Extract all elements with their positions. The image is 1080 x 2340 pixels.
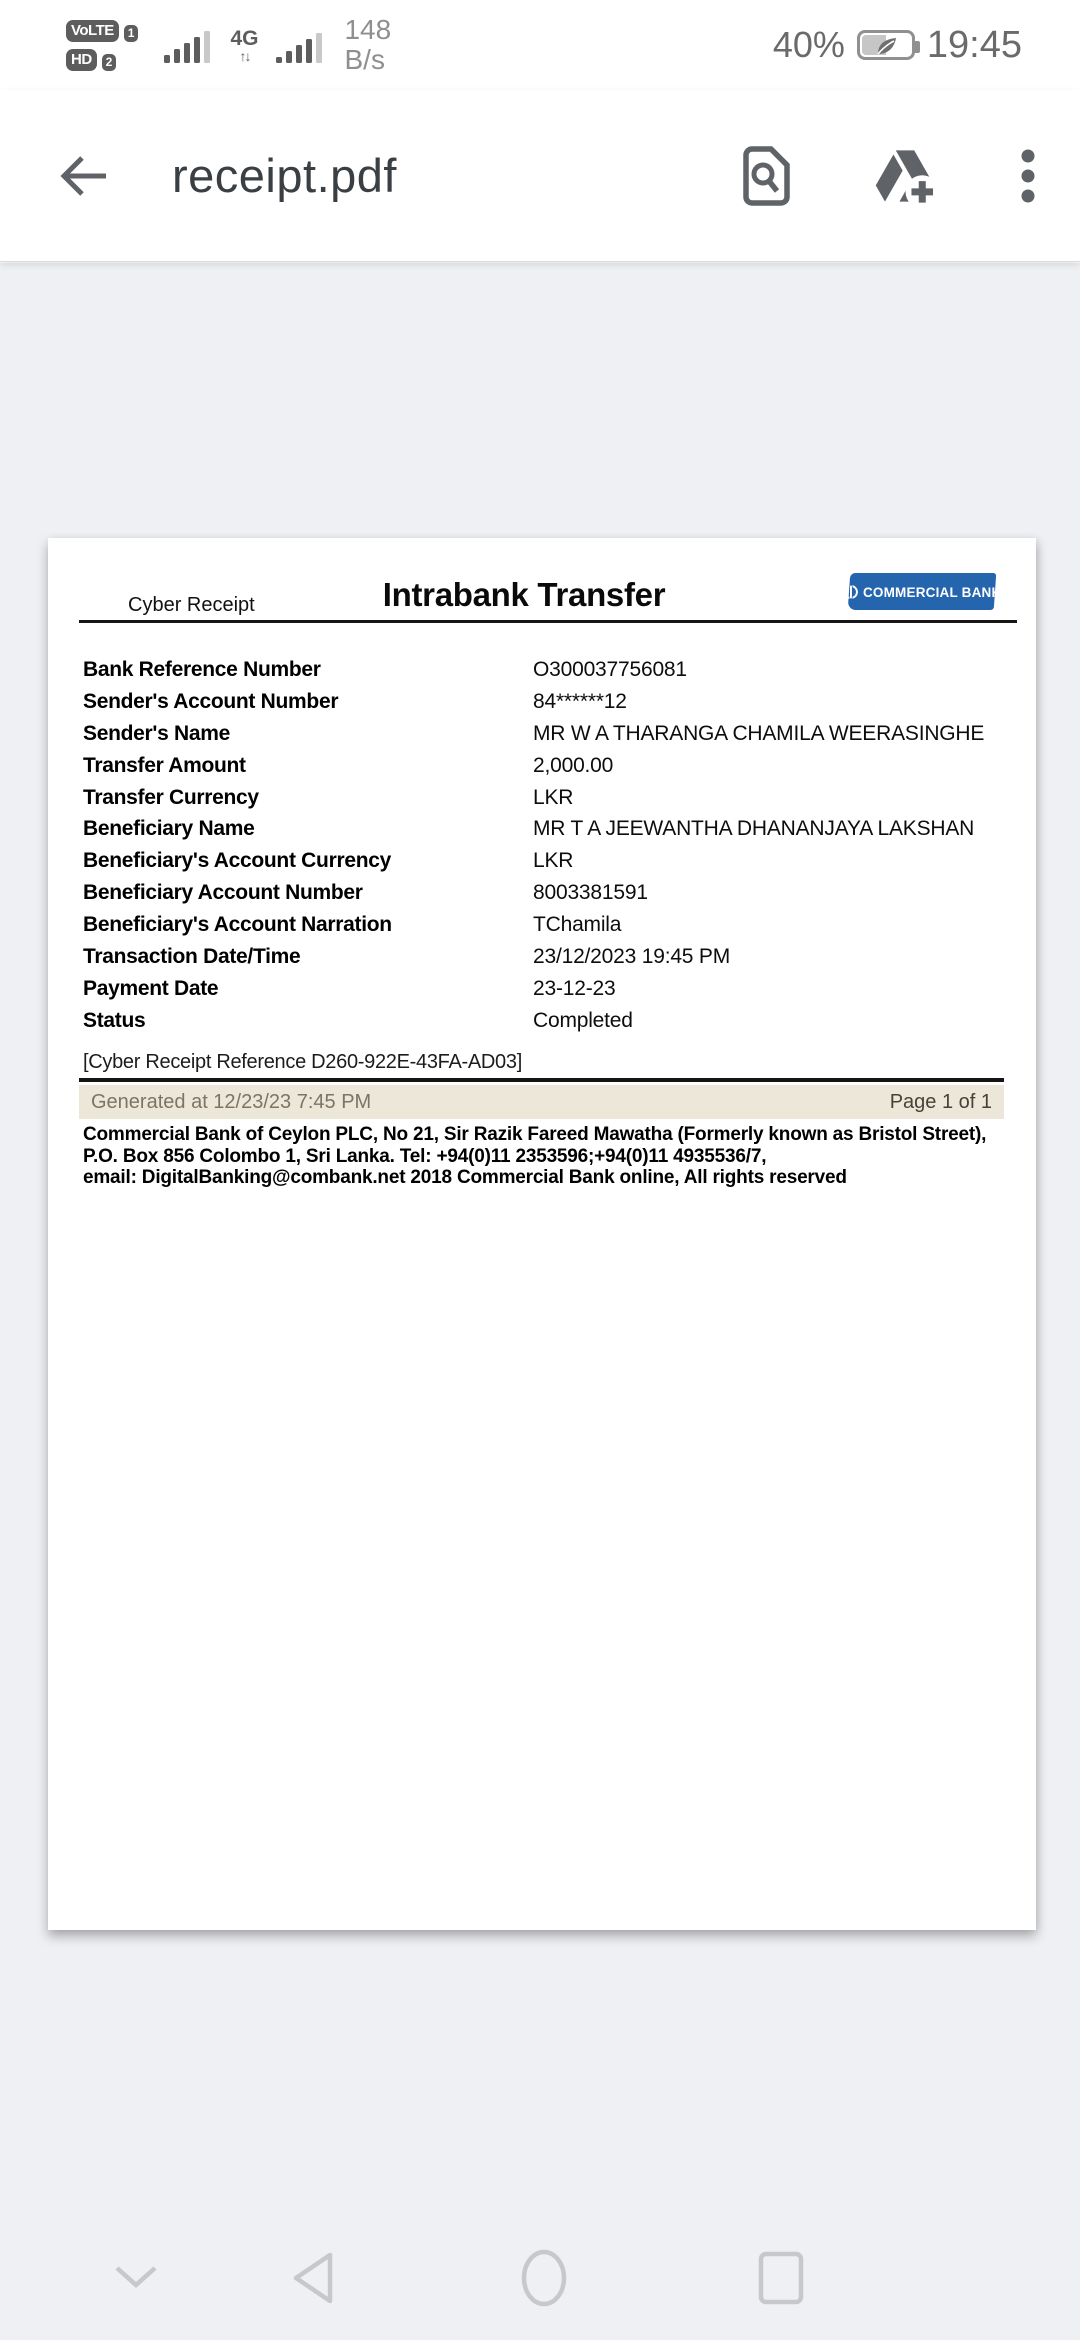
- hide-navbar-button[interactable]: [113, 2264, 159, 2293]
- receipt-field-row: [83, 1005, 1013, 1037]
- receipt-field-row: [83, 654, 1013, 686]
- field-value: O300037756081: [533, 657, 687, 681]
- network-speed: [344, 15, 391, 75]
- nav-home-button[interactable]: [518, 2248, 570, 2311]
- status-right-group: [773, 24, 1022, 67]
- receipt-field-row: [83, 877, 1013, 909]
- network-badge-row: [66, 20, 138, 42]
- volte-badge: VoLTE: [66, 20, 119, 42]
- receipt-footer-line: email: DigitalBanking@combank.net 2018 Commercial Bank online, All rights reserved: [83, 1167, 847, 1188]
- receipt-field-row: [83, 782, 1013, 814]
- field-label: Beneficiary Name: [83, 817, 255, 841]
- navigation-bar: [0, 2220, 1080, 2340]
- receipt-field-row: [83, 686, 1013, 718]
- field-label: Status: [83, 1008, 146, 1032]
- back-button[interactable]: [58, 150, 110, 202]
- field-label: Sender's Account Number: [83, 689, 339, 713]
- bank-emblem-icon: [843, 584, 859, 600]
- field-label: Transfer Currency: [83, 785, 259, 809]
- receipt-footer: [83, 1124, 986, 1189]
- field-value: Completed: [533, 1008, 633, 1032]
- pdf-page[interactable]: [48, 538, 1036, 1930]
- receipt-field-row: [83, 941, 1013, 973]
- add-to-drive-icon: [872, 145, 938, 207]
- find-in-document-button[interactable]: [742, 146, 790, 206]
- hd-badge: HD: [66, 49, 97, 71]
- page-indicator: Page 1 of 1: [889, 1090, 992, 1113]
- receipt-header-divider: [79, 620, 1017, 623]
- back-triangle-icon: [288, 2250, 338, 2306]
- home-circle-icon: [518, 2248, 570, 2308]
- network-type-indicator: [230, 28, 258, 63]
- sim-1-badge: 1: [124, 25, 139, 42]
- receipt-field-row: [83, 845, 1013, 877]
- network-speed-value: 148: [344, 14, 392, 45]
- receipt-reference: [Cyber Receipt Reference D260-922E-43FA-AD03]: [83, 1051, 522, 1073]
- receipt-field-row: [83, 750, 1013, 782]
- signal-bars-sim1-icon: [164, 27, 210, 63]
- receipt-field-row: [83, 718, 1013, 750]
- field-label: Beneficiary's Account Currency: [83, 849, 391, 873]
- receipt-fields: [83, 654, 1013, 1037]
- generated-timestamp: Generated at 12/23/23 7:45 PM: [91, 1090, 372, 1113]
- field-label: Beneficiary's Account Narration: [83, 913, 392, 937]
- field-label: Payment Date: [83, 976, 219, 1000]
- receipt-field-row: [83, 909, 1013, 941]
- add-to-drive-button[interactable]: [872, 145, 938, 207]
- battery-percent: 40%: [772, 24, 845, 65]
- field-value: LKR: [533, 849, 574, 873]
- signal-bars-sim2-icon: [276, 27, 322, 63]
- nav-recents-button[interactable]: [756, 2250, 806, 2309]
- chevron-down-icon: [113, 2264, 159, 2290]
- field-value: TChamila: [533, 913, 622, 937]
- field-label: Beneficiary Account Number: [83, 881, 363, 905]
- field-value: MR W A THARANGA CHAMILA WEERASINGHE: [533, 721, 985, 745]
- overflow-menu-button[interactable]: [1020, 148, 1036, 204]
- network-type-label: 4G: [230, 26, 259, 50]
- bank-logo-inner: [843, 584, 1002, 600]
- app-bar-actions: [742, 145, 1036, 207]
- network-speed-unit: B/s: [344, 44, 385, 75]
- receipt-field-row: [83, 813, 1013, 845]
- nav-back-button[interactable]: [288, 2250, 338, 2309]
- sim-2-badge: 2: [102, 54, 117, 71]
- find-in-document-icon: [742, 146, 790, 206]
- field-label: Sender's Name: [83, 721, 230, 745]
- commercial-bank-logo: [848, 573, 1002, 610]
- generated-bar: [79, 1085, 1004, 1119]
- receipt-footer-line: P.O. Box 856 Colombo 1, Sri Lanka. Tel: +94(0)11 2353596;+94(0)11 4935536/7,: [83, 1145, 767, 1167]
- field-value: 23-12-23: [533, 976, 616, 1000]
- field-label: Transfer Amount: [83, 753, 246, 777]
- field-value: LKR: [533, 785, 574, 809]
- app-bar: [0, 90, 1080, 262]
- receipt-doc-type: Cyber Receipt: [128, 594, 255, 616]
- field-value: 84******12: [533, 689, 627, 713]
- status-left-group: [66, 15, 391, 75]
- field-value: 23/12/2023 19:45 PM: [533, 944, 731, 968]
- network-badges: [66, 20, 138, 71]
- field-value: 2,000.00: [533, 753, 614, 777]
- battery-icon: [857, 30, 915, 60]
- receipt-footer-divider: [79, 1078, 1004, 1082]
- clock: 19:45: [926, 23, 1022, 66]
- power-saver-leaf-icon: [874, 35, 900, 59]
- receipt-title: Intrabank Transfer: [382, 576, 666, 613]
- recents-square-icon: [756, 2250, 806, 2306]
- status-bar: [0, 0, 1080, 90]
- field-value: MR T A JEEWANTHA DHANANJAYA LAKSHAN: [533, 817, 975, 841]
- pdf-viewer-area[interactable]: [0, 263, 1080, 2340]
- receipt-footer-line: Commercial Bank of Ceylon PLC, No 21, Sir Razik Fareed Mawatha (Formerly known as Bristol Street),: [83, 1124, 987, 1145]
- field-value: 8003381591: [533, 881, 648, 905]
- bank-logo-text: COMMERCIAL BANK: [862, 584, 1002, 599]
- back-arrow-icon: [58, 150, 110, 202]
- document-title: receipt.pdf: [172, 149, 397, 202]
- field-label: Transaction Date/Time: [83, 944, 301, 968]
- three-dot-menu-icon: [1020, 148, 1036, 204]
- data-activity-arrows-icon: ↑↓: [239, 47, 250, 64]
- network-badge-row: [66, 49, 138, 71]
- battery-terminal: [915, 41, 920, 53]
- receipt-field-row: [83, 973, 1013, 1005]
- field-label: Bank Reference Number: [83, 657, 321, 681]
